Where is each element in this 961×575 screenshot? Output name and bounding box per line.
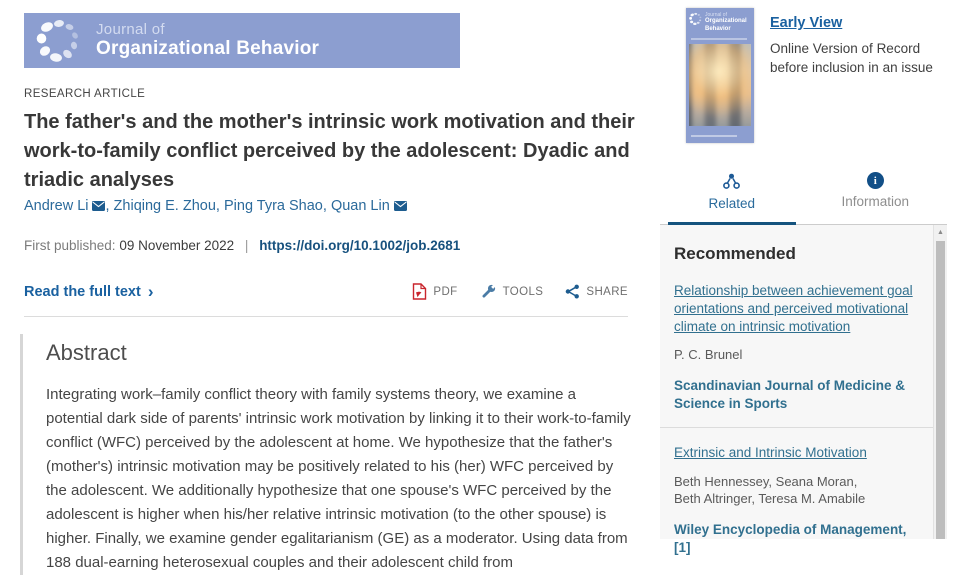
scrollbar-thumb[interactable] <box>936 241 945 539</box>
title-line: work-to-family conflict perceived by the adolescent: Dyadic and <box>24 140 630 162</box>
pipe-separator: | <box>244 238 249 253</box>
cover-title-line1: Journal of <box>705 12 727 18</box>
author-link[interactable]: Zhiqing E. Zhou <box>113 198 216 214</box>
recommended-source[interactable]: Scandinavian Journal of Medicine & Science in Sports <box>674 377 906 411</box>
recommended-heading: Recommended <box>674 244 796 263</box>
early-view-description: Online Version of Record before inclusion in an issue <box>770 41 933 75</box>
information-icon: i <box>867 172 884 189</box>
banner-journal-name: Organizational Behavior <box>96 38 320 60</box>
author-link[interactable]: Andrew Li <box>24 198 89 214</box>
journal-logo-icon <box>36 17 84 65</box>
read-full-text-link[interactable] <box>24 283 154 300</box>
wrench-icon <box>480 283 497 300</box>
scroll-up-button[interactable]: ▲ <box>937 229 944 236</box>
cover-photo <box>689 44 751 126</box>
journal-banner[interactable] <box>24 13 460 68</box>
abstract-heading: Abstract <box>46 340 127 365</box>
item-divider <box>660 427 933 428</box>
share-icon <box>565 284 580 299</box>
panel-scrollbar[interactable] <box>933 225 947 539</box>
cover-title <box>705 12 747 33</box>
cover-title-line2: Organizational <box>705 18 747 25</box>
action-row <box>24 283 628 300</box>
recommended-authors-line: Beth Altringer, Teresa M. Amabile <box>674 491 866 507</box>
tools-label: TOOLS <box>502 285 544 298</box>
tools-button[interactable] <box>480 283 544 300</box>
related-panel <box>660 225 947 555</box>
read-full-text-label: Read the full text <box>24 283 141 300</box>
cover-footer-line <box>691 135 737 137</box>
first-published-label: First published: <box>24 238 116 253</box>
author-separator: , <box>105 198 114 214</box>
pdf-label: PDF <box>433 285 458 298</box>
related-icon <box>722 172 741 191</box>
recommended-authors <box>674 473 913 508</box>
recommended-authors: P. C. Brunel <box>674 347 743 363</box>
author-link[interactable]: Quan Lin <box>330 198 390 214</box>
pdf-button[interactable] <box>412 283 457 300</box>
tab-related-label: Related <box>708 196 756 211</box>
email-icon <box>92 199 105 215</box>
article-type-label: RESEARCH ARTICLE <box>24 88 146 100</box>
article-toolbar <box>412 283 628 300</box>
tab-information-label: Information <box>841 194 910 209</box>
cover-logo-icon <box>689 12 703 26</box>
cover-title-line3: Behavior <box>705 25 731 32</box>
email-icon <box>394 199 407 215</box>
sidebar-tabbar <box>660 168 947 225</box>
content-divider <box>24 316 628 317</box>
article-title <box>24 108 644 195</box>
publication-line <box>24 238 460 253</box>
journal-cover-thumbnail[interactable] <box>686 8 754 143</box>
recommended-section <box>660 225 933 555</box>
author-separator: , <box>322 198 331 214</box>
recommended-link[interactable]: Relationship between achievement goal orientations and perceived motivational climate on intrinsic motivation <box>674 283 913 334</box>
share-button[interactable] <box>565 284 628 299</box>
banner-journal-of: Journal of <box>96 20 165 38</box>
abstract-text: Integrating work–family conflict theory with family systems theory, we examine a potential dark side of parents' intrinsic work motivation by linking it to their work-to-family conflict (WFC) perceived by the adolescent at home. We hypothesize that the father's (mother's) intrinsic motivation may be positively related to his (her) WFC perceived by the adolescent. We additionally hypothesize that one spouse's WFC perceived by the adolescent is higher when his/her relative intrinsic motivation (to the other spouse) is higher. Finally, we examine gender egalitarianism (GE) as a moderator. Using data from 188 dual-earning heterosexual couples and their adolescent child from <box>46 386 631 571</box>
recommended-link[interactable]: Extrinsic and Intrinsic Motivation <box>674 445 867 461</box>
author-separator: , <box>215 198 224 214</box>
doi-link[interactable]: https://doi.org/10.1002/job.2681 <box>259 238 461 253</box>
early-view-block <box>770 14 955 77</box>
early-view-link[interactable]: Early View <box>770 15 843 31</box>
tab-related[interactable] <box>660 168 804 224</box>
cover-issue-line <box>691 38 747 40</box>
chevron-right-icon: › <box>147 282 154 301</box>
pdf-icon <box>412 283 427 300</box>
share-label: SHARE <box>586 285 628 298</box>
title-line: triadic analyses <box>24 169 175 191</box>
tab-information[interactable] <box>804 168 948 224</box>
recommended-source[interactable]: Wiley Encyclopedia of Management, [1] <box>674 521 907 555</box>
first-published-date: 09 November 2022 <box>119 238 235 253</box>
recommended-authors-line: Beth Hennessey, Seana Moran, <box>674 473 858 489</box>
title-line: The father's and the mother's intrinsic work motivation and their <box>24 111 635 133</box>
author-list <box>24 198 407 214</box>
author-link[interactable]: Ping Tyra Shao <box>223 198 323 214</box>
